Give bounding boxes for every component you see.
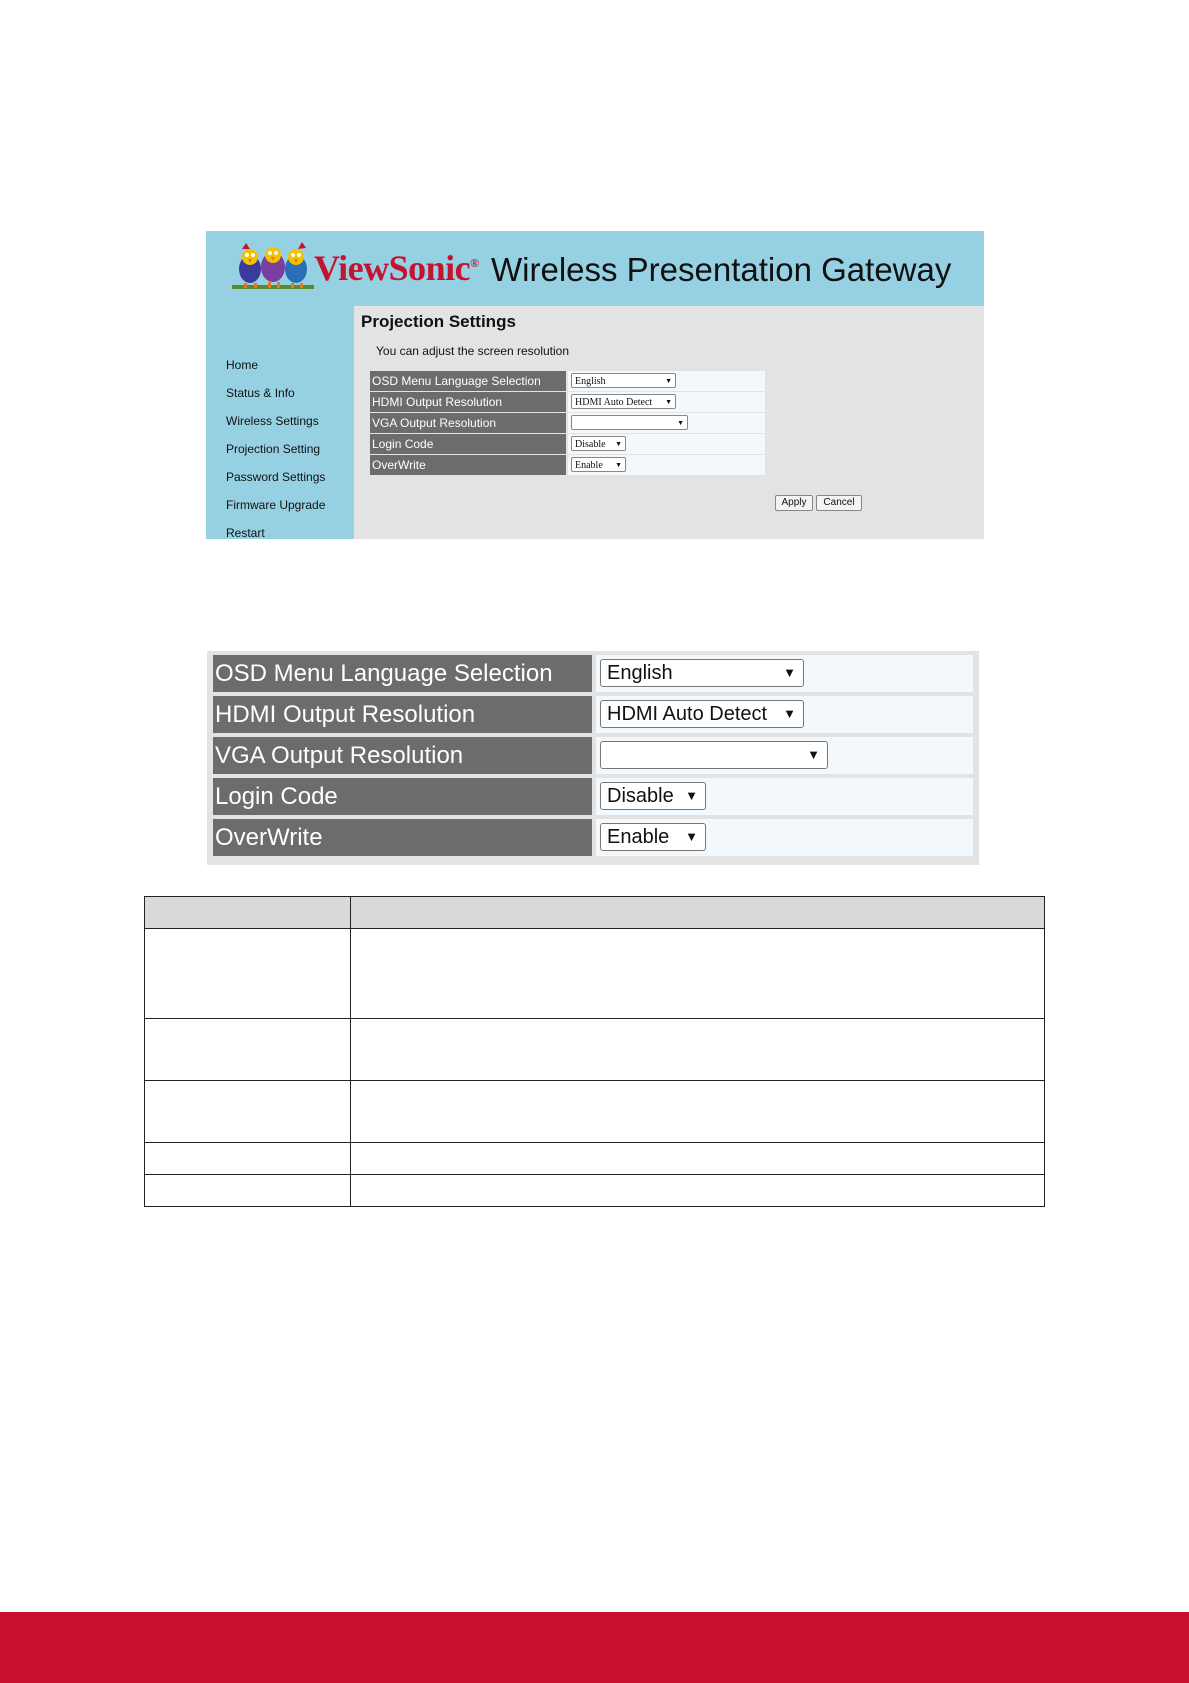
- setting-label: HDMI Output Resolution: [213, 696, 592, 733]
- nav-home[interactable]: Home: [226, 358, 259, 372]
- nav-firmware-upgrade[interactable]: Firmware Upgrade: [226, 498, 326, 512]
- setting-label: OSD Menu Language Selection: [370, 371, 566, 391]
- nav-restart[interactable]: Restart: [226, 526, 265, 540]
- dropdown-arrow-icon: ▼: [677, 419, 684, 427]
- overwrite-select[interactable]: Enable ▼: [600, 823, 706, 851]
- setting-label: OverWrite: [213, 819, 592, 856]
- settings-row-login-code: [213, 778, 973, 815]
- table-cell: [145, 1019, 351, 1081]
- settings-row-hdmi-resolution: [213, 696, 973, 733]
- settings-row-hdmi-resolution: [370, 392, 765, 412]
- table-row: [145, 1143, 1045, 1175]
- dropdown-arrow-icon: ▼: [783, 665, 796, 680]
- dropdown-arrow-icon: ▼: [665, 398, 672, 406]
- settings-row-osd-language: [370, 371, 765, 391]
- settings-row-overwrite: [213, 819, 973, 856]
- setting-label: Login Code: [370, 434, 566, 454]
- settings-row-vga-resolution: [370, 413, 765, 433]
- main-content: [354, 306, 984, 539]
- table-cell: [350, 1019, 1044, 1081]
- setting-label: HDMI Output Resolution: [370, 392, 566, 412]
- hdmi-resolution-select[interactable]: HDMI Auto Detect ▼: [600, 700, 804, 728]
- table-cell: [350, 1143, 1044, 1175]
- cancel-button[interactable]: Cancel: [816, 495, 862, 511]
- dropdown-arrow-icon: ▼: [615, 461, 622, 469]
- table-header-row: [145, 897, 1045, 929]
- nav-projection-setting[interactable]: Projection Setting: [226, 442, 321, 456]
- table-cell: [350, 929, 1044, 1019]
- vga-resolution-select[interactable]: [571, 415, 688, 430]
- settings-table-zoomed-screenshot: [207, 651, 979, 865]
- setting-label: OverWrite: [370, 455, 566, 475]
- nav-status-info[interactable]: Status & Info: [226, 386, 295, 400]
- dropdown-arrow-icon: ▼: [685, 829, 698, 844]
- hdmi-resolution-select[interactable]: HDMI Auto Detect ▼: [571, 394, 676, 409]
- table-cell: [145, 1175, 351, 1207]
- settings-row-vga-resolution: [213, 737, 973, 774]
- vga-resolution-select[interactable]: [600, 741, 828, 769]
- dropdown-arrow-icon: ▼: [665, 377, 672, 385]
- login-code-select[interactable]: Disable ▼: [571, 436, 626, 451]
- description-table: [144, 896, 1045, 1207]
- dropdown-arrow-icon: ▼: [685, 788, 698, 803]
- table-row: [145, 1019, 1045, 1081]
- table-cell: [145, 1143, 351, 1175]
- dropdown-arrow-icon: ▼: [615, 440, 622, 448]
- table-cell: [350, 1175, 1044, 1207]
- osd-language-select[interactable]: English ▼: [571, 373, 676, 388]
- table-header-cell: [145, 897, 351, 929]
- apply-button[interactable]: Apply: [775, 495, 813, 511]
- app-title: Wireless Presentation Gateway: [491, 251, 952, 288]
- page-title: Projection Settings: [361, 312, 516, 331]
- settings-row-osd-language: [213, 655, 973, 692]
- nav-wireless-settings[interactable]: Wireless Settings: [226, 414, 319, 428]
- sidebar-nav: [206, 306, 354, 539]
- osd-language-select[interactable]: English ▼: [600, 659, 804, 687]
- page-description: You can adjust the screen resolution: [376, 344, 570, 358]
- settings-row-login-code: [370, 434, 765, 454]
- table-row: [145, 929, 1045, 1019]
- setting-label: VGA Output Resolution: [370, 413, 566, 433]
- table-cell: [145, 1081, 351, 1143]
- settings-row-overwrite: [370, 455, 765, 475]
- settings-table: [370, 371, 765, 476]
- app-header: [206, 231, 984, 306]
- projection-settings-screenshot: [206, 231, 984, 539]
- setting-label: Login Code: [213, 778, 592, 815]
- setting-label: VGA Output Resolution: [213, 737, 592, 774]
- table-cell: [145, 929, 351, 1019]
- table-cell: [350, 1081, 1044, 1143]
- setting-label: OSD Menu Language Selection: [213, 655, 592, 692]
- footer-bar: [0, 1612, 1189, 1683]
- table-row: [145, 1175, 1045, 1207]
- dropdown-arrow-icon: ▼: [783, 706, 796, 721]
- table-row: [145, 1081, 1045, 1143]
- overwrite-select[interactable]: Enable ▼: [571, 457, 626, 472]
- login-code-select[interactable]: Disable ▼: [600, 782, 706, 810]
- table-header-cell: [350, 897, 1044, 929]
- nav-password-settings[interactable]: Password Settings: [226, 470, 326, 484]
- brand-logo-text: ViewSonic®: [314, 248, 479, 288]
- viewsonic-birds-logo-icon: [232, 239, 314, 295]
- dropdown-arrow-icon: ▼: [807, 747, 820, 762]
